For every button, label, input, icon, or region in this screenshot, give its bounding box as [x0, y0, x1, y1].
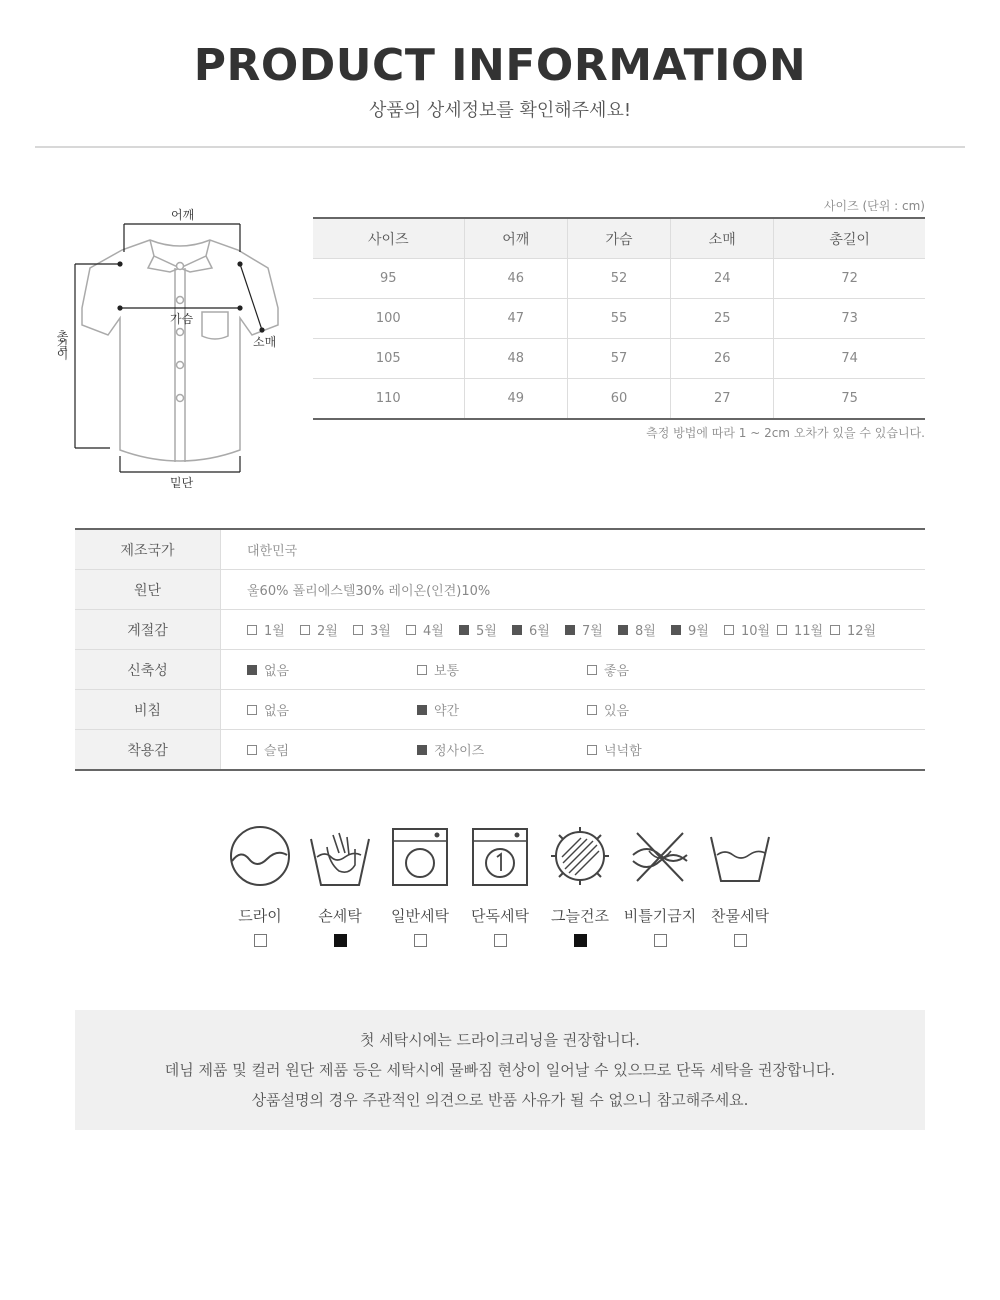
checkbox	[587, 665, 597, 675]
table-row	[75, 730, 925, 771]
option-label: 없음	[264, 704, 290, 719]
option-label: 약간	[434, 704, 460, 719]
option-label: 12월	[847, 624, 877, 639]
care-label: 일반세탁	[391, 907, 449, 925]
shirt-illustration	[50, 200, 290, 500]
option-item	[587, 740, 757, 759]
checkbox	[724, 625, 734, 635]
option-item	[406, 620, 459, 639]
table-row	[75, 529, 925, 570]
cold-wash-icon	[709, 825, 771, 887]
option-item	[247, 740, 417, 759]
option-label: 8월	[635, 624, 656, 639]
care-item	[700, 825, 780, 947]
care-checkbox	[574, 934, 587, 947]
care-item	[620, 825, 700, 947]
checkbox	[618, 625, 628, 635]
hand-wash-icon	[309, 825, 371, 887]
option-item	[353, 620, 406, 639]
table-row	[75, 570, 925, 610]
option-label: 정사이즈	[434, 744, 485, 759]
checkbox	[587, 745, 597, 755]
option-label: 있음	[604, 704, 630, 719]
checkbox	[565, 625, 575, 635]
care-label: 단독세탁	[471, 907, 529, 925]
sheer-label: 비침	[75, 690, 221, 730]
care-item	[220, 825, 300, 947]
sheer-options	[221, 690, 926, 730]
wash-separately-icon	[469, 825, 531, 887]
chest-cell: 52	[567, 259, 670, 299]
size-header-cell: 가슴	[567, 218, 670, 259]
checkbox	[417, 705, 427, 715]
option-item	[417, 660, 587, 679]
checkbox	[247, 705, 257, 715]
care-checkbox	[334, 934, 347, 947]
checkbox	[587, 705, 597, 715]
country-value: 대한민국	[221, 529, 926, 570]
checkbox	[406, 625, 416, 635]
option-label: 3월	[370, 624, 391, 639]
option-item	[565, 620, 618, 639]
care-checkbox	[734, 934, 747, 947]
attribute-table	[75, 528, 925, 771]
table-row	[313, 299, 925, 339]
size-header-cell: 어깨	[464, 218, 567, 259]
machine-wash-icon	[389, 825, 451, 887]
shoulder-cell: 47	[464, 299, 567, 339]
fit-label: 착용감	[75, 730, 221, 771]
notice-line: 상품설명의 경우 주관적인 의견으로 반품 사유가 될 수 없으니 참고해주세요.	[251, 1091, 749, 1109]
table-row	[75, 610, 925, 650]
option-item	[777, 620, 830, 639]
care-label: 드라이	[238, 907, 282, 925]
care-checkbox	[654, 934, 667, 947]
option-label: 1월	[264, 624, 285, 639]
option-label: 슬림	[264, 744, 290, 759]
checkbox	[671, 625, 681, 635]
length-cell: 74	[774, 339, 925, 379]
fabric-label: 원단	[75, 570, 221, 610]
checkbox	[247, 745, 257, 755]
option-item	[300, 620, 353, 639]
sleeve-cell: 27	[671, 379, 774, 420]
table-row	[75, 690, 925, 730]
table-row	[313, 259, 925, 299]
care-instructions	[220, 825, 780, 965]
care-checkbox	[254, 934, 267, 947]
length-cell: 75	[774, 379, 925, 420]
option-label: 보통	[434, 664, 460, 679]
checkbox	[300, 625, 310, 635]
option-label: 좋음	[604, 664, 630, 679]
option-label: 7월	[582, 624, 603, 639]
table-row	[313, 339, 925, 379]
option-label: 6월	[529, 624, 550, 639]
care-label: 비틀기금지	[623, 907, 697, 925]
checkbox	[353, 625, 363, 635]
option-item	[724, 620, 777, 639]
shirt-diagram	[50, 200, 290, 500]
notice-line: 데님 제품 및 컬러 원단 제품 등은 세탁시에 물빠짐 현상이 일어날 수 있으므로 단독 세탁을 권장합니다.	[164, 1061, 836, 1079]
option-item	[247, 660, 417, 679]
care-checkbox	[494, 934, 507, 947]
sleeve-cell: 24	[671, 259, 774, 299]
option-item	[417, 740, 587, 759]
care-label: 찬물세탁	[711, 907, 769, 925]
option-item	[459, 620, 512, 639]
option-item	[587, 660, 757, 679]
care-item	[460, 825, 540, 947]
checkbox	[512, 625, 522, 635]
care-label: 손세탁	[318, 907, 362, 925]
shade-dry-icon	[549, 825, 611, 887]
length-cell: 72	[774, 259, 925, 299]
option-label: 10월	[741, 624, 771, 639]
option-item	[247, 620, 300, 639]
option-label: 4월	[423, 624, 444, 639]
size-cell: 95	[313, 259, 464, 299]
divider	[35, 146, 965, 148]
sleeve-cell: 26	[671, 339, 774, 379]
care-item	[540, 825, 620, 947]
size-header-cell: 사이즈	[313, 218, 464, 259]
shoulder-cell: 46	[464, 259, 567, 299]
option-label: 없음	[264, 664, 290, 679]
season-options	[221, 610, 926, 650]
option-item	[830, 620, 883, 639]
page-title: PRODUCT INFORMATION	[193, 40, 807, 91]
option-item	[587, 700, 757, 719]
do-not-wring-icon	[629, 825, 691, 887]
size-header-cell: 총길이	[774, 218, 925, 259]
checkbox	[247, 625, 257, 635]
table-row	[75, 650, 925, 690]
length-cell: 73	[774, 299, 925, 339]
shoulder-cell: 48	[464, 339, 567, 379]
sleeve-label: 소매	[253, 335, 277, 349]
care-item	[300, 825, 380, 947]
hem-label: 밑단	[170, 476, 194, 490]
fit-options	[221, 730, 926, 771]
checkbox	[247, 665, 257, 675]
size-cell: 105	[313, 339, 464, 379]
option-label: 넉넉함	[604, 744, 642, 759]
length-label: 총길이	[55, 330, 69, 357]
option-item	[512, 620, 565, 639]
season-label: 계절감	[75, 610, 221, 650]
checkbox	[417, 745, 427, 755]
dry-clean-icon	[229, 825, 291, 887]
option-label: 9월	[688, 624, 709, 639]
chest-cell: 60	[567, 379, 670, 420]
option-item	[671, 620, 724, 639]
sleeve-cell: 25	[671, 299, 774, 339]
stretch-label: 신축성	[75, 650, 221, 690]
size-header-cell: 소매	[671, 218, 774, 259]
option-label: 2월	[317, 624, 338, 639]
shoulder-cell: 49	[464, 379, 567, 420]
checkbox	[777, 625, 787, 635]
size-unit-note: 사이즈 (단위 : cm)	[823, 199, 925, 213]
option-label: 5월	[476, 624, 497, 639]
stretch-options	[221, 650, 926, 690]
size-table	[313, 217, 925, 420]
chest-cell: 57	[567, 339, 670, 379]
page-subtitle: 상품의 상세정보를 확인해주세요!	[368, 100, 632, 121]
option-label: 11월	[794, 624, 824, 639]
chest-cell: 55	[567, 299, 670, 339]
care-checkbox	[414, 934, 427, 947]
care-label: 그늘건조	[551, 907, 609, 925]
table-row	[313, 379, 925, 420]
fabric-value: 울60% 폴리에스텔30% 레이온(인견)10%	[221, 570, 926, 610]
option-item	[417, 700, 587, 719]
checkbox	[459, 625, 469, 635]
option-item	[247, 700, 417, 719]
care-item	[380, 825, 460, 947]
size-cell: 100	[313, 299, 464, 339]
notice-box	[75, 1010, 925, 1130]
checkbox	[417, 665, 427, 675]
notice-line: 첫 세탁시에는 드라이크리닝을 권장합니다.	[360, 1031, 640, 1049]
size-cell: 110	[313, 379, 464, 420]
measurement-footnote: 측정 방법에 따라 1 ~ 2cm 오차가 있을 수 있습니다.	[646, 426, 925, 440]
checkbox	[830, 625, 840, 635]
size-table-header-row	[313, 218, 925, 259]
country-label: 제조국가	[75, 529, 221, 570]
option-item	[618, 620, 671, 639]
shoulder-label: 어깨	[171, 208, 195, 222]
chest-label: 가슴	[170, 312, 194, 326]
